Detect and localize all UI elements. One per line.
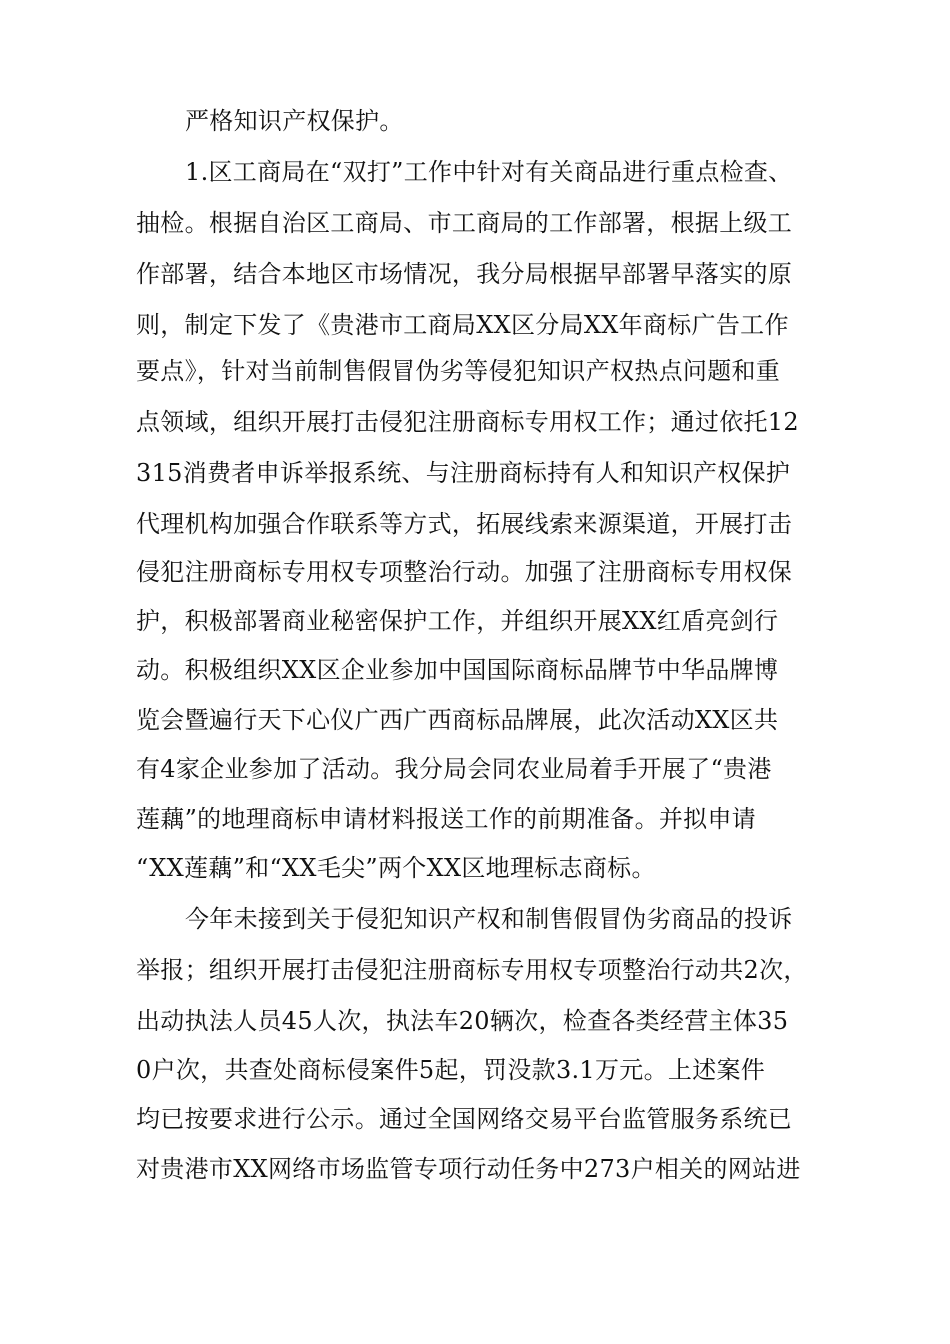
paragraph-line: 对贵港市XX网络市场监管专项行动任务中273户相关的网站进 <box>136 1155 801 1183</box>
paragraph-line: 均已按要求进行公示。通过全国网络交易平台监管服务系统已 <box>136 1105 793 1133</box>
paragraph-line: 代理机构加强合作联系等方式，拓展线索来源渠道，开展打击 <box>136 510 793 538</box>
paragraph-line: 则，制定下发了《贵港市工商局XX区分局XX年商标广告工作 <box>136 311 789 339</box>
paragraph-line: 侵犯注册商标专用权专项整治行动。加强了注册商标专用权保 <box>136 558 793 586</box>
paragraph-line: 作部署，结合本地区市场情况，我分局根据早部署早落实的原 <box>136 260 793 288</box>
paragraph-line: 0户次，共查处商标侵案件5起，罚没款3.1万元。上述案件 <box>136 1056 766 1084</box>
paragraph-line: 出动执法人员45人次，执法车20辆次，检查各类经营主体35 <box>136 1007 789 1035</box>
paragraph-line: 1.区工商局在“双打”工作中针对有关商品进行重点检查、 <box>185 158 793 186</box>
paragraph-line: 览会暨遍行天下心仪广西广西商标品牌展，此次活动XX区共 <box>136 706 779 734</box>
paragraph-line: 严格知识产权保护。 <box>185 107 404 135</box>
paragraph-line: 要点》，针对当前制售假冒伪劣等侵犯知识产权热点问题和重 <box>136 357 781 385</box>
paragraph-line: 抽检。根据自治区工商局、市工商局的工作部署，根据上级工 <box>136 209 793 237</box>
paragraph-line: 今年未接到关于侵犯知识产权和制售假冒伪劣商品的投诉 <box>185 905 793 933</box>
paragraph-line: 动。积极组织XX区企业参加中国国际商标品牌节中华品牌博 <box>136 656 779 684</box>
paragraph-line: 举报；组织开展打击侵犯注册商标专用权专项整治行动共2次， <box>136 956 808 984</box>
paragraph-line: 护，积极部署商业秘密保护工作，并组织开展XX红盾亮剑行 <box>136 607 779 635</box>
paragraph-line: “XX莲藕”和“XX毛尖”两个XX区地理标志商标。 <box>136 854 656 882</box>
paragraph-line: 莲藕”的地理商标申请材料报送工作的前期准备。并拟申请 <box>136 805 757 833</box>
paragraph-line: 315消费者申诉举报系统、与注册商标持有人和知识产权保护 <box>136 459 791 487</box>
paragraph-line: 有4家企业参加了活动。我分局会同农业局着手开展了“贵港 <box>136 755 772 783</box>
paragraph-line: 点领域，组织开展打击侵犯注册商标专用权工作；通过依托12 <box>136 408 799 436</box>
